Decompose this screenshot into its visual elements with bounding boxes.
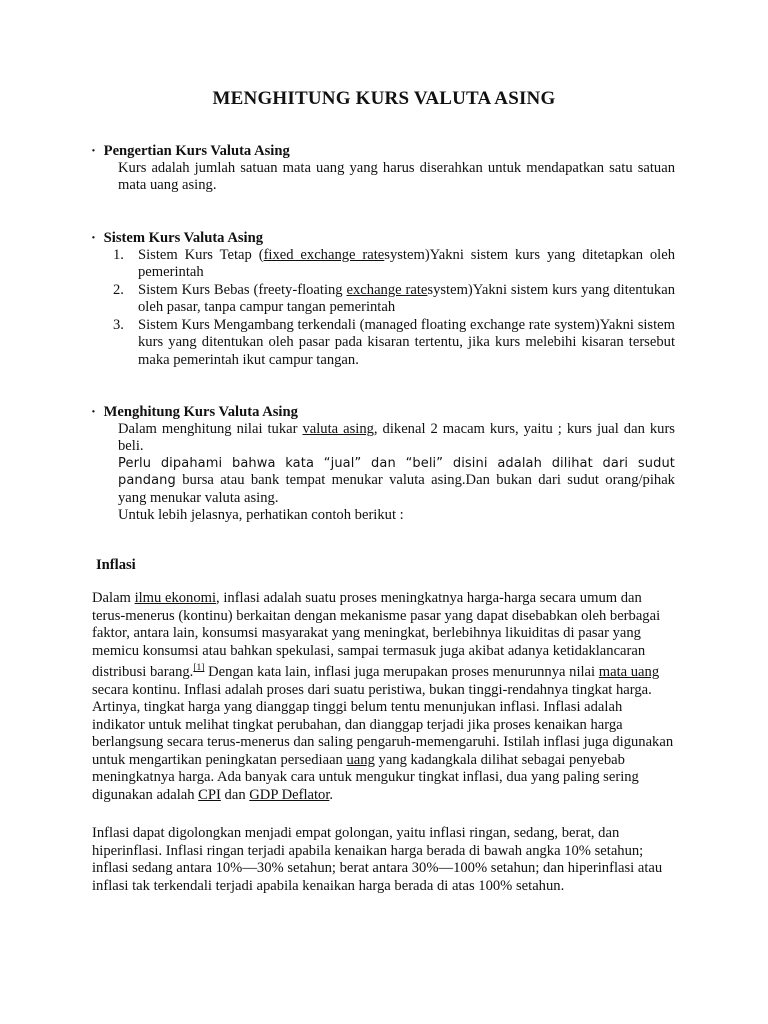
- list-item-text: Sistem Kurs Bebas (freety-floating exchange ratesystem)Yakni sistem kurs yang ditentukan oleh pasar, tanpa campur tangan pemerintah: [138, 282, 675, 316]
- ilmu-ekonomi-link[interactable]: ilmu ekonomi: [134, 590, 217, 606]
- list-number: 2.: [113, 282, 124, 298]
- inflasi-heading: Inflasi: [96, 557, 136, 573]
- cpi-link[interactable]: CPI: [198, 786, 221, 803]
- list-item: [113, 282, 675, 317]
- inflasi-paragraph-1: Dalam ilmu ekonomi, inflasi adalah suatu proses meningkatnya harga-harga secara umum dan terus-menerus (kontinu) berkaitan dengan mekanisme pasar yang dapat disebabkan oleh berbagai faktor, antara lain, konsumsi masyarakat yang meningkat, berlebihnya likuiditas di pasar yang memicu konsumsi atau bahkan spekulasi, sampai termasuk juga akibat adanya ketidaklancaran distribusi barang.[1] Dengan kata lain, inflasi juga merupakan proses menurunnya nilai mata uang secara kontinu. Inflasi adalah proses dari suatu peristiwa, bukan tinggi-rendahnya tingkat harga. Artinya, tingkat harga yang dianggap tinggi belum tentu menunjukan inflasi. Inflasi adalah indikator untuk melihat tingkat perubahan, dan dianggap terjadi jika proses kenaikan harga berlangsung secara terus-menerus dan saling pengaruh-memengaruhi. Istilah inflasi juga digunakan untuk mengartikan peningkatan persediaan uang yang kadangkala dilihat sebagai penyebab meningkatnya harga. Ada banyak cara untuk mengukur tingkat inflasi, dua yang paling sering digunakan adalah CPI dan GDP Deflator.: [92, 590, 674, 803]
- section-heading-menghitung: [91, 404, 691, 421]
- bullet-icon: ·: [91, 230, 96, 246]
- fixed-exchange-rate-link[interactable]: fixed exchange rate: [263, 247, 385, 263]
- section-heading-text: Menghitung Kurs Valuta Asing: [103, 404, 298, 420]
- section-heading-text: Pengertian Kurs Valuta Asing: [103, 143, 290, 159]
- uang-link[interactable]: uang: [346, 751, 375, 768]
- mata-uang-link[interactable]: mata uang: [598, 664, 660, 680]
- reference-link[interactable]: [1]: [193, 663, 205, 673]
- contoh-line: Untuk lebih jelasnya, perhatikan contoh berikut :: [118, 507, 404, 523]
- bullet-icon: ·: [91, 143, 96, 159]
- list-item-text: Sistem Kurs Mengambang terkendali (managed floating exchange rate system)Yakni sistem kurs yang ditentukan oleh pasar pada kisaran tertentu, jika kurs melebihi kisaran tersebut maka pemerintah ikut campur tangan.: [138, 317, 675, 368]
- jual-beli-paragraph: Perlu dipahami bahwa kata “jual” dan “beli” disini adalah dilihat dari sudut pandang bursa atau bank tempat menukar valuta asing.Dan bukan dari sudut orang/pihak yang menukar valuta asing.: [118, 456, 675, 506]
- section-heading-pengertian: [91, 143, 691, 160]
- inflasi-paragraph-2: Inflasi dapat digolongkan menjadi empat golongan, yaitu inflasi ringan, sedang, berat, dan hiperinflasi. Inflasi ringan terjadi apabila kenaikan harga berada di bawah angka 10% setahun; inflasi sedang antara 10%—30% setahun; berat antara 30%—100% setahun; dan hiperinflasi atau inflasi tak terkendali terjadi apabila kenaikan harga berada di atas 100% setahun.: [92, 825, 663, 894]
- definition-paragraph: Kurs adalah jumlah satuan mata uang yang harus diserahkan untuk mendapatkan satu satuan mata uang asing.: [118, 160, 675, 194]
- list-item-text: Sistem Kurs Tetap (fixed exchange ratesystem)Yakni sistem kurs yang ditetapkan oleh pemerintah: [138, 247, 675, 281]
- page-title: MENGHITUNG KURS VALUTA ASING: [212, 88, 556, 109]
- kurs-paragraph: Dalam menghitung nilai tukar valuta asing, dikenal 2 macam kurs, yaitu ; kurs jual dan kurs beli.: [118, 421, 675, 455]
- section-heading-text: Sistem Kurs Valuta Asing: [103, 230, 264, 246]
- valuta-asing-link[interactable]: valuta asing: [302, 421, 374, 437]
- section-heading-sistem: [91, 230, 691, 247]
- list-item: [113, 247, 675, 282]
- list-number: 3.: [113, 317, 124, 333]
- exchange-rate-link[interactable]: exchange rate: [346, 282, 428, 298]
- gdp-deflator-link[interactable]: GDP Deflator: [249, 786, 330, 803]
- bullet-icon: ·: [91, 404, 96, 420]
- list-number: 1.: [113, 247, 124, 263]
- list-item: [113, 317, 675, 369]
